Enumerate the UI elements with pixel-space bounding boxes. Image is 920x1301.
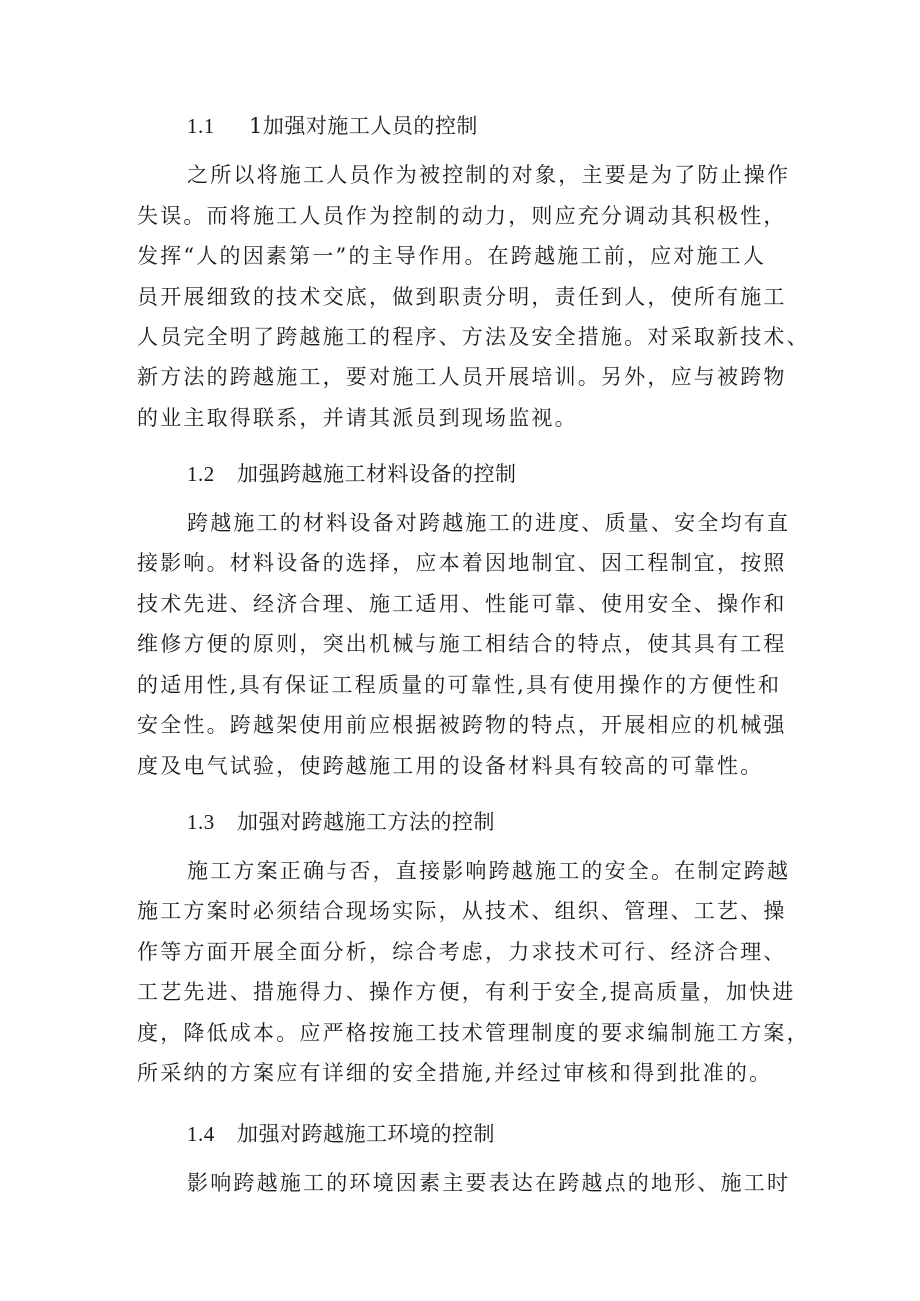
paragraph-line: 的业主取得联系，并请其派员到现场监视。 — [137, 406, 578, 430]
paragraph-line: 度，降低成本。应严格按施工技术管理制度的要求编制施工方案， — [137, 1021, 810, 1045]
section-title: 加强跨越施工材料设备的控制 — [237, 462, 517, 486]
paragraph-line: 接影响。材料设备的选择，应本着因地制宜、因工程制宜，按照 — [137, 551, 787, 575]
section-number: 1.1 — [187, 114, 215, 138]
paragraph-line: 的适用性,具有保证工程质量的可靠性,具有使用操作的方便性和 — [137, 673, 782, 697]
paragraph-line: 跨越施工的材料设备对跨越施工的进度、质量、安全均有直 — [187, 511, 791, 535]
paragraph-line: 员开展细致的技术交底，做到职责分明，责任到人，使所有施工 — [137, 285, 787, 309]
paragraph-line: 工艺先进、措施得力、操作方便，有利于安全,提高质量，加快进 — [137, 980, 796, 1004]
section-number: 1.3 — [187, 810, 215, 834]
paragraph-line: 失误。而将施工人员作为控制的动力，则应充分调动其积极性， — [137, 204, 787, 228]
paragraph-line: 安全性。跨越架使用前应根据被跨物的特点，开展相应的机械强 — [137, 713, 787, 737]
paragraph-line: 所采纳的方案应有详细的安全措施,并经过审核和得到批准的。 — [137, 1061, 773, 1085]
paragraph-line: 施工方案时必须结合现场实际，从技术、组织、管理、工艺、操 — [137, 899, 787, 923]
section-title: 加强对跨越施工环境的控制 — [237, 1122, 495, 1146]
paragraph-line: 人员完全明了跨越施工的程序、方法及安全措施。对采取新技术、 — [137, 325, 810, 349]
section-title: 1加强对施工人员的控制 — [249, 114, 478, 138]
paragraph-line: 维修方便的原则，突出机械与施工相结合的特点，使其具有工程 — [137, 632, 787, 656]
paragraph-line: 技术先进、经济合理、施工适用、性能可靠、使用安全、操作和 — [137, 592, 787, 616]
section-heading — [187, 810, 495, 834]
paragraph-line: 新方法的跨越施工，要对施工人员开展培训。另外，应与被跨物 — [137, 365, 787, 389]
paragraph-line: 作等方面开展全面分析，综合考虑，力求技术可行、经济合理、 — [137, 940, 787, 964]
section-title: 加强对跨越施工方法的控制 — [237, 810, 495, 834]
section-heading — [187, 114, 478, 138]
paragraph-line: 度及电气试验，使跨越施工用的设备材料具有较高的可靠性。 — [137, 754, 764, 778]
paragraph-line: 之所以将施工人员作为被控制的对象，主要是为了防止操作 — [187, 163, 791, 187]
paragraph-line: 发挥“人的因素第一”的主导作用。在跨越施工前，应对施工人 — [137, 244, 767, 268]
section-heading — [187, 1122, 495, 1146]
section-number: 1.2 — [187, 462, 215, 486]
paragraph-line: 施工方案正确与否，直接影响跨越施工的安全。在制定跨越 — [187, 859, 791, 883]
paragraph-line: 影响跨越施工的环境因素主要表达在跨越点的地形、施工时 — [187, 1171, 791, 1195]
section-heading — [187, 462, 517, 486]
section-number: 1.4 — [187, 1122, 215, 1146]
